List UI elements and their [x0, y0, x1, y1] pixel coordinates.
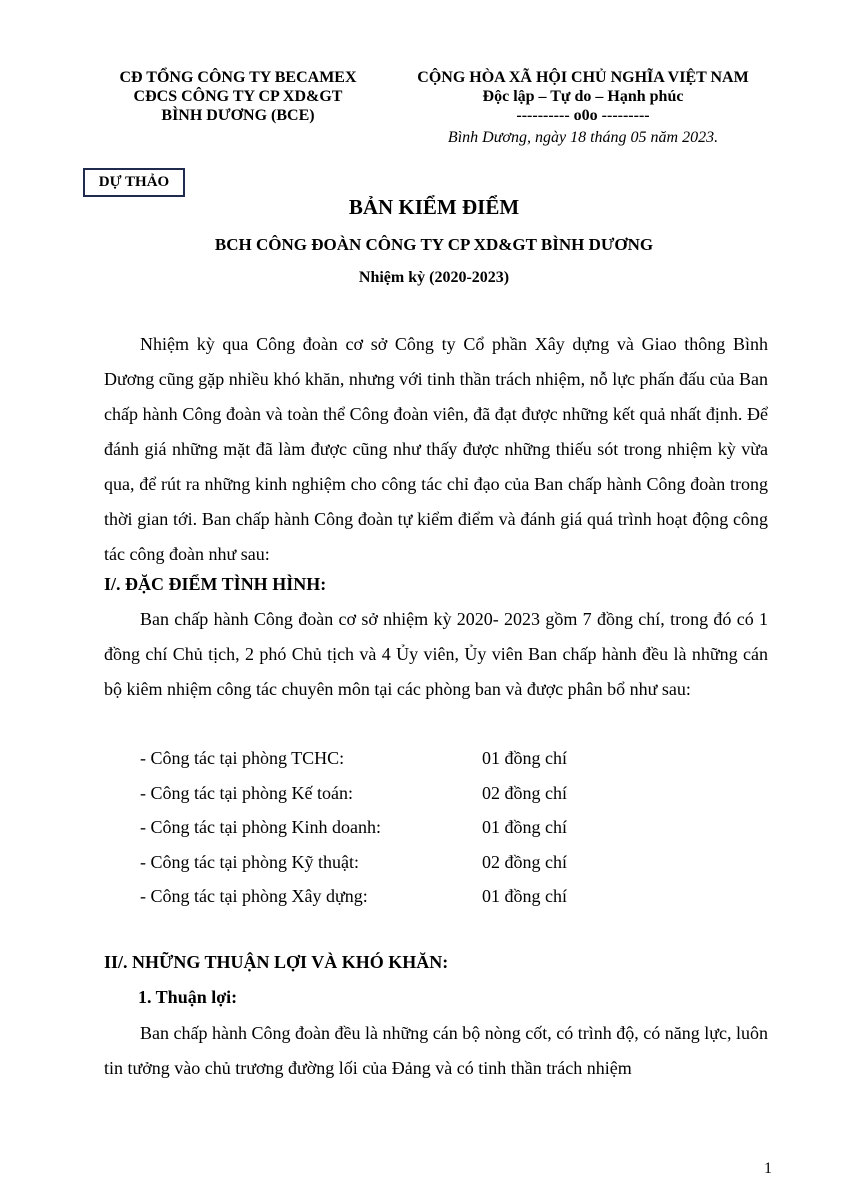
national-motto [380, 68, 786, 147]
list-item-label: - Công tác tại phòng Kế toán: [140, 782, 353, 803]
list-item-label: - Công tác tại phòng Xây dựng: [140, 886, 368, 906]
document-date: Bình Dương, ngày 18 tháng 05 năm 2023. [447, 129, 719, 146]
list-item [140, 810, 567, 845]
document-term: Nhiệm kỳ (2020-2023) [358, 269, 510, 286]
draft-stamp: DỰ THẢO [83, 168, 185, 197]
list-item-label: - Công tác tại phòng Kỹ thuật: [140, 851, 359, 872]
section-2-heading: II/. NHỮNG THUẬN LỢI VÀ KHÓ KHĂN: [104, 952, 449, 972]
section-1-heading: I/. ĐẶC ĐIỂM TÌNH HÌNH: [104, 574, 327, 594]
section-2-paragraph [104, 1016, 768, 1086]
list-item-count: 01 đồng chí [482, 817, 567, 837]
document-title: BẢN KIỂM ĐIỂM [348, 195, 520, 219]
list-item-label: - Công tác tại phòng TCHC: [140, 748, 345, 768]
document-subtitle: BCH CÔNG ĐOÀN CÔNG TY CP XD&GT BÌNH DƯƠNG [214, 235, 654, 254]
motto-separator: ---------- o0o --------- [516, 107, 650, 124]
issuing-organization [88, 68, 388, 125]
motto: Độc lập – Tự do – Hạnh phúc [482, 88, 684, 105]
list-item-label: - Công tác tại phòng Kinh doanh: [140, 817, 381, 837]
org-line-2: CĐCS CÔNG TY CP XD&GT [133, 88, 343, 105]
section-1-paragraph [104, 602, 768, 707]
list-item [140, 845, 567, 880]
section-1-text: Ban chấp hành Công đoàn cơ sở nhiệm kỳ 2020- 2023 gồm 7 đồng chí, trong đó có 1 đồng chí Chủ tịch, 2 phó Chủ tịch và 4 Ủy viên, Ủy viên Ban chấp hành đều là những cán bộ kiêm nhiệm công tác chuyên môn tại các phòng ban và được phân bổ như sau: [104, 609, 768, 699]
list-item [140, 741, 567, 776]
section-2-subheading: 1. Thuận lợi: [138, 987, 238, 1007]
page-number: 1 [764, 1160, 772, 1177]
list-item-count: 02 đồng chí [482, 851, 567, 872]
org-line-1: CĐ TỔNG CÔNG TY BECAMEX [119, 69, 357, 86]
country-name: CỘNG HÒA XÃ HỘI CHỦ NGHĨA VIỆT NAM [417, 69, 749, 86]
intro-paragraph [104, 327, 768, 572]
org-line-3: BÌNH DƯƠNG (BCE) [161, 107, 315, 124]
intro-text: Nhiệm kỳ qua Công đoàn cơ sở Công ty Cổ phần Xây dựng và Giao thông Bình Dương cũng gặp nhiều khó khăn, nhưng với tinh thần trách nhiệm, nỗ lực phấn đấu của Ban chấp hành Công đoàn và toàn thể Công đoàn viên, đã đạt được những kết quả nhất định. Để đánh giá những mặt đã làm được cũng như thấy được những thiếu sót trong nhiệm kỳ vừa qua, để rút ra những kinh nghiệm cho công tác chỉ đạo của Ban chấp hành Công đoàn trong thời gian tới. Ban chấp hành Công đoàn tự kiểm điểm và đánh giá quá trình hoạt động công tác công đoàn như sau: [104, 334, 768, 564]
section-2-text: Ban chấp hành Công đoàn đều là những cán bộ nòng cốt, có trình độ, có năng lực, luôn tin tưởng vào chủ trương đường lối của Đảng và có tinh thần trách nhiệm [104, 1023, 768, 1078]
department-list [140, 741, 567, 914]
list-item-count: 02 đồng chí [482, 782, 567, 803]
list-item-count: 01 đồng chí [482, 748, 567, 768]
list-item [140, 776, 567, 811]
list-item-count: 01 đồng chí [482, 886, 567, 906]
list-item [140, 879, 567, 914]
